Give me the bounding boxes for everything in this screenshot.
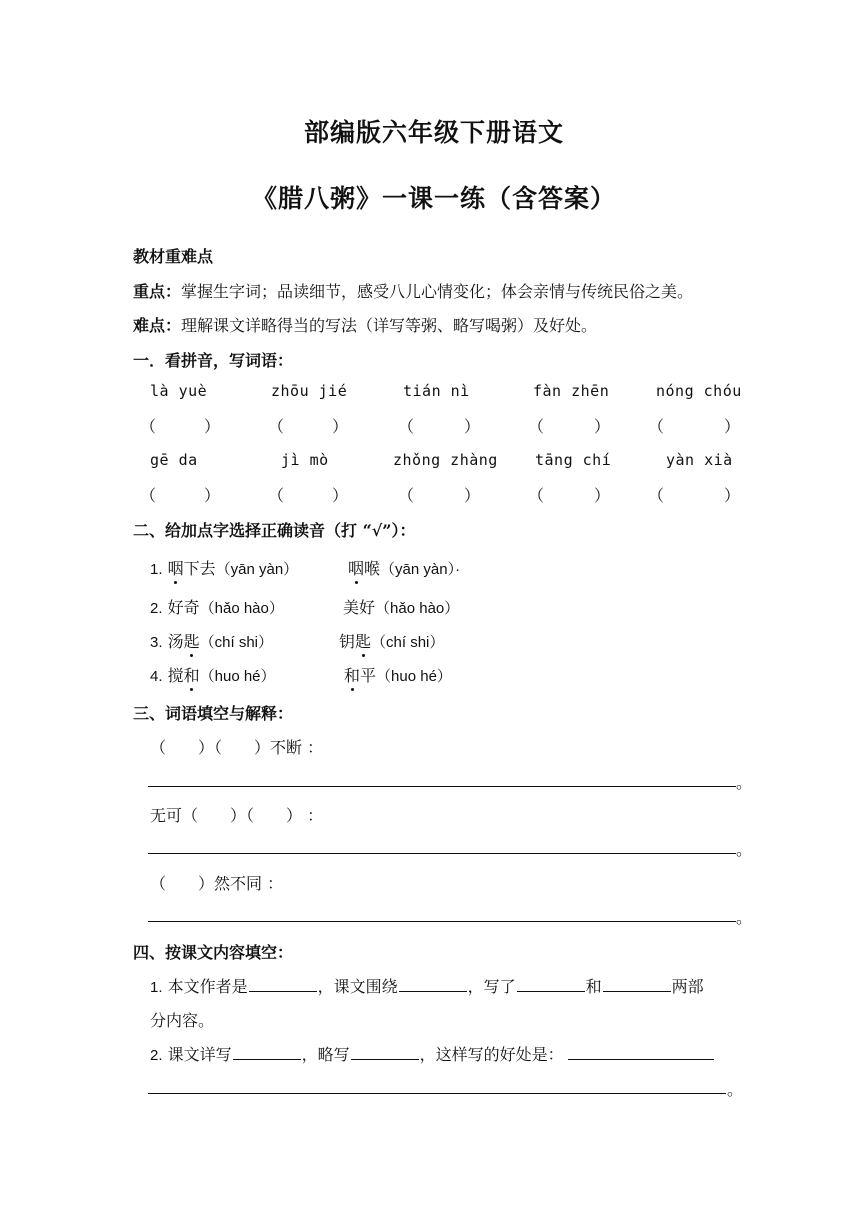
pronunciation-item-4b[interactable]: 和平（huo hé）: [344, 663, 452, 686]
period-1: 。: [736, 773, 753, 792]
pronunciation-item-1a[interactable]: 1. 咽下去（yān yàn）: [150, 556, 298, 579]
answer-box-2-3[interactable]: （ ）: [398, 486, 480, 505]
pinyin-2-4: tāng chí: [535, 451, 612, 469]
answer-line-4[interactable]: [148, 1093, 726, 1094]
section3-heading: 三、词语填空与解释：: [133, 704, 294, 723]
difficulty-label: 难点：: [133, 316, 182, 335]
blank-1-4[interactable]: [603, 976, 671, 992]
idiom-fill-3[interactable]: （ ）然不同 ：: [150, 874, 284, 893]
answer-box-2-2[interactable]: （ ）: [268, 486, 348, 505]
blank-1-1[interactable]: [249, 976, 317, 992]
pinyin-1-3: tián nì: [403, 382, 470, 400]
answer-line-2[interactable]: [148, 853, 736, 854]
pinyin-1-1: là yuè: [150, 382, 208, 400]
fill-question-1-cont: 分内容。: [150, 1011, 215, 1030]
section2-heading: 二、给加点字选择正确读音（打 “√”）：: [133, 521, 416, 540]
blank-2-2[interactable]: [351, 1044, 419, 1060]
difficulty-text: 理解课文详略得当的写法（详写等粥、略写喝粥）及好处。: [181, 316, 598, 335]
blank-2-1[interactable]: [233, 1044, 301, 1060]
answer-box-1-4[interactable]: （ ）: [528, 417, 610, 436]
answer-line-3[interactable]: [148, 921, 736, 922]
section1-heading: 一．看拼音，写词语：: [133, 351, 294, 370]
pronunciation-item-1b[interactable]: 咽喉（yān yàn）·: [348, 556, 460, 579]
pinyin-2-1: gē da: [150, 451, 198, 469]
answer-line-1[interactable]: [148, 786, 736, 787]
answer-box-2-4[interactable]: （ ）: [528, 486, 610, 505]
difficulty-line: [133, 313, 597, 336]
key-points-heading: 教材重难点: [133, 247, 214, 266]
period-4: 。: [727, 1080, 744, 1099]
fill-question-1: 1. 本文作者是 ，课文围绕 ，写了 和 两部: [150, 977, 704, 996]
period-2: 。: [736, 840, 753, 859]
blank-1-2[interactable]: [399, 976, 467, 992]
pinyin-1-4: fàn zhēn: [533, 382, 610, 400]
pronunciation-item-4a[interactable]: 4. 搅和（huo hé）: [150, 663, 276, 686]
pinyin-2-3: zhǒng zhàng: [393, 451, 498, 469]
page-title-line2: 《腊八粥》一课一练（含答案）: [251, 184, 616, 213]
answer-box-1-2[interactable]: （ ）: [268, 417, 348, 436]
period-3: 。: [736, 908, 753, 927]
blank-1-3[interactable]: [517, 976, 585, 992]
pronunciation-item-2a[interactable]: 2. 好奇（hǎo hào）: [150, 598, 284, 617]
focus-line: [133, 279, 693, 302]
idiom-fill-2[interactable]: 无可（ ）（ ） ：: [150, 806, 324, 825]
focus-text: 掌握生字词；品读细节，感受八儿心情变化；体会亲情与传统民俗之美。: [181, 282, 694, 301]
answer-box-1-3[interactable]: （ ）: [398, 417, 480, 436]
pronunciation-item-3b[interactable]: 钥匙（chí shi）: [339, 629, 444, 652]
answer-box-1-5[interactable]: （ ）: [648, 417, 740, 436]
fill-question-2: 2. 课文详写 ，略写 ，这样写的好处是：: [150, 1042, 714, 1065]
focus-label: 重点：: [133, 282, 182, 301]
page-title-line1: 部编版六年级下册语文: [303, 118, 564, 147]
pronunciation-item-2b[interactable]: 美好（hǎo hào）: [343, 598, 460, 617]
pinyin-1-2: zhōu jié: [271, 382, 348, 400]
section4-heading: 四、按课文内容填空：: [133, 943, 294, 962]
idiom-fill-1[interactable]: （ ）（ ）不断 ：: [150, 738, 324, 757]
pinyin-2-5: yàn xià: [666, 451, 733, 469]
answer-box-2-5[interactable]: （ ）: [648, 486, 740, 505]
answer-box-1-1[interactable]: （ ）: [140, 417, 220, 436]
pinyin-1-5: nóng chóu: [656, 382, 742, 400]
pronunciation-item-3a[interactable]: 3. 汤匙（chí shi）: [150, 629, 273, 652]
answer-box-2-1[interactable]: （ ）: [140, 486, 220, 505]
blank-2-3[interactable]: [568, 1044, 714, 1060]
pinyin-2-2: jì mò: [281, 451, 329, 469]
